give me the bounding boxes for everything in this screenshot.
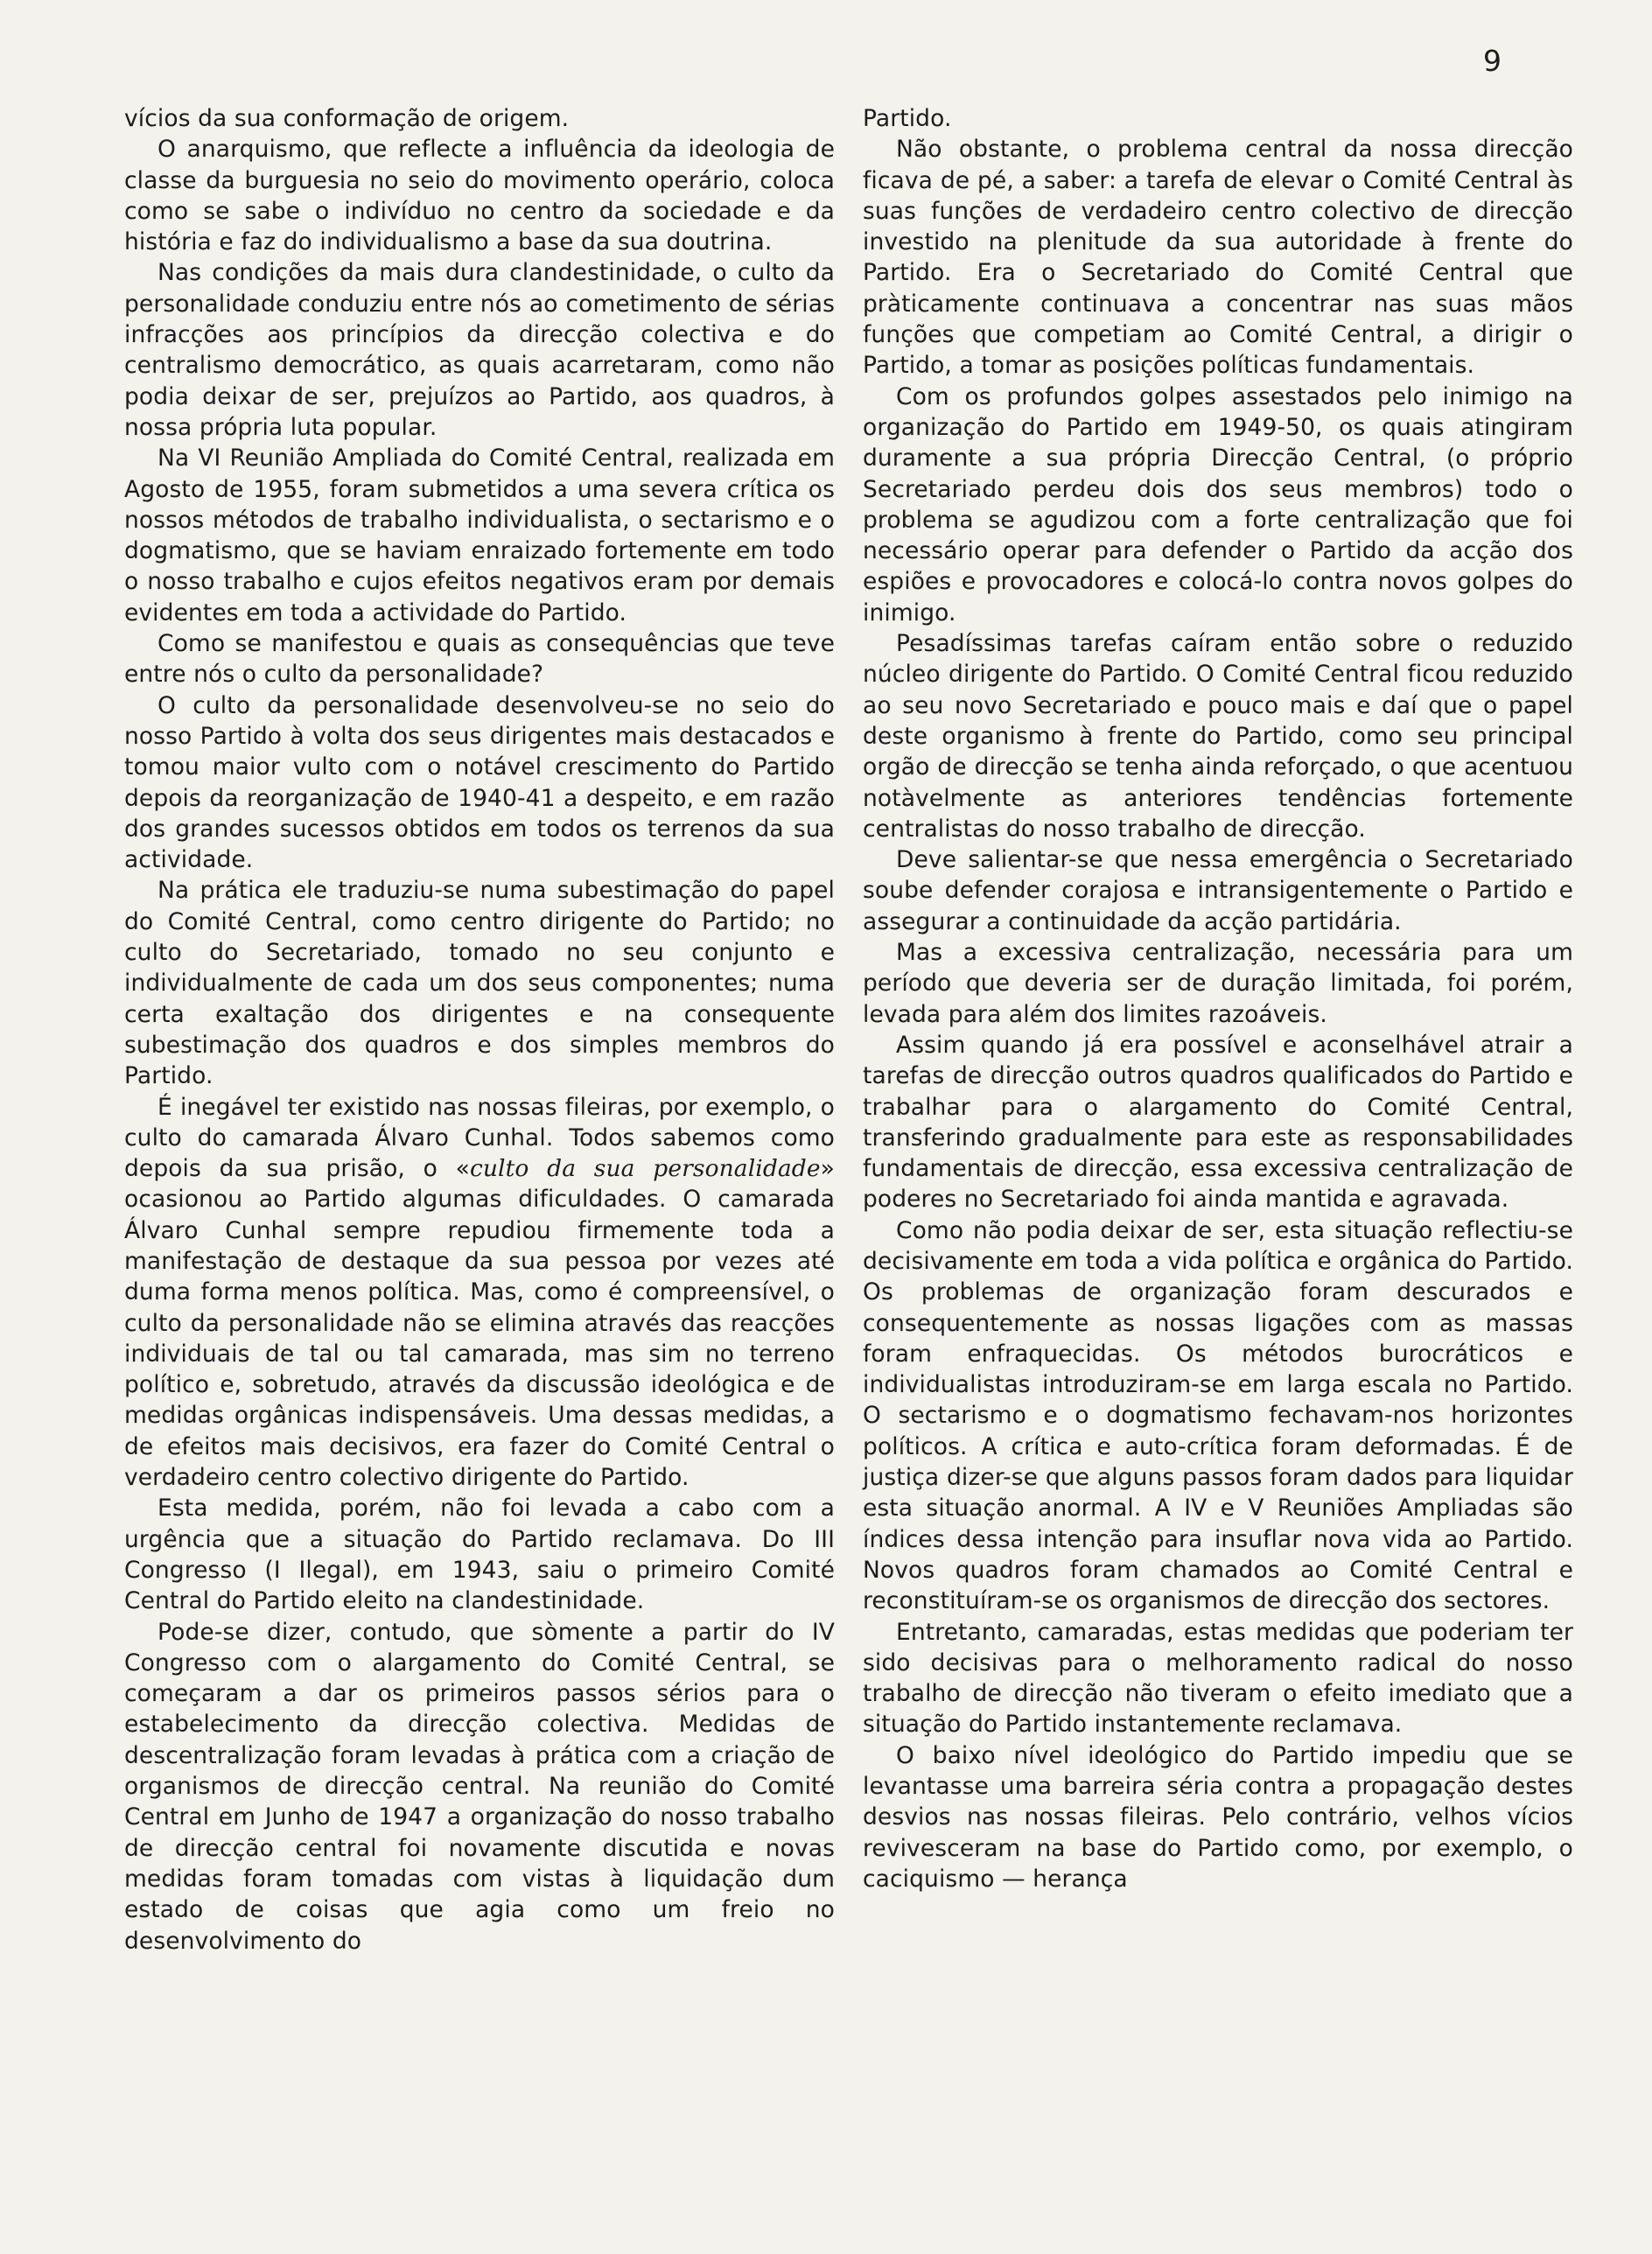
paragraph: Partido. <box>863 105 952 132</box>
paragraph: Nas condições da mais dura clandestinidade, o culto da personalidade conduziu entre nós ao cometimento de sérias infracções aos princípios da direcção colectiva e do centralismo democrático, as quais acarretaram, como não podia deixar de ser, prejuízos ao Partido, aos quadros, à nossa própria luta popular. <box>124 259 835 441</box>
paragraph: Deve salientar-se que nessa emergência o Secretariado soube defender corajosa e intransigentemente o Partido e assegurar a continuidade da acção partidária. <box>863 846 1573 935</box>
paragraph-text: É inegável ter existido nas nossas fileiras, por exemplo, o culto do camarada Álvaro Cunhal. Todos sabemos como depois da sua prisão, o « <box>124 1093 835 1183</box>
paragraph: Como se manifestou e quais as consequências que teve entre nós o culto da personalidade? <box>124 630 835 689</box>
paragraph: Na prática ele traduziu-se numa subestimação do papel do Comité Central, como centro dirigente do Partido; no culto do Secretariado, tomado no seu conjunto e individualmente de cada um dos seus componentes; numa certa exaltação dos dirigentes e na consequente subestimação dos quadros e dos simples membros do Partido. <box>124 877 835 1090</box>
paragraph: Esta medida, porém, não foi levada a cabo com a urgência que a situação do Partido reclamava. Do III Congresso (I Ilegal), em 1943, saiu o primeiro Comité Central do Partido eleito na clandestinidade. <box>124 1494 835 1615</box>
paragraph: vícios da sua conformação de origem. <box>124 105 570 132</box>
right-column <box>863 103 1573 1894</box>
paragraph: Não obstante, o problema central da nossa direcção ficava de pé, a saber: a tarefa de elevar o Comité Central às suas funções de verdadeiro centro colectivo de direcção investido na plenitude da sua autoridade à frente do Partido. Era o Secretariado do Comité Central que pràticamente continuava a concentrar nas suas mãos funções que competiam ao Comité Central, a dirigir o Partido, a tomar as posições políticas fundamentais. <box>863 136 1573 380</box>
paragraph <box>124 1092 835 1494</box>
paragraph: Mas a excessiva centralização, necessária para um período que deveria ser de duração limitada, foi porém, levada para além dos limites razoáveis. <box>863 939 1573 1028</box>
paragraph: Entretanto, camaradas, estas medidas que poderiam ter sido decisivas para o melhoramento radical do nosso trabalho de direcção não tiveram o efeito imediato que a situação do Partido instantemente reclamava. <box>863 1618 1573 1739</box>
paragraph: Assim quando já era possível e aconselhável atrair a tarefas de direcção outros quadros qualificados do Partido e trabalhar para o alargamento do Comité Central, transferindo gradualmente para este as responsabilidades fundamentais de direcção, essa excessiva centralização de poderes no Secretariado foi ainda mantida e agravada. <box>863 1031 1573 1214</box>
page-number: 9 <box>1483 44 1502 78</box>
paragraph: Com os profundos golpes assestados pelo inimigo na organização do Partido em 1949-50, os quais atingiram duramente a sua própria Direcção Central, (o próprio Secretariado perdeu dois dos seus membros) todo o problema se agudizou com a forte centralização que foi necessário operar para defender o Partido da acção dos espiões e provocadores e colocá-lo contra novos golpes do inimigo. <box>863 382 1573 626</box>
paragraph: Pode-se dizer, contudo, que sòmente a partir do IV Congresso com o alargamento do Comité Central, se começaram a dar os primeiros passos sérios para o estabelecimento da direcção colectiva. Medidas de descentralização foram levadas à prática com a criação de organismos de direcção central. Na reunião do Comité Central em Junho de 1947 a organização do nosso trabalho de direcção central foi novamente discutida e novas medidas foram tomadas com vistas à liquidação dum estado de coisas que agia como um freio no desenvolvimento do <box>124 1618 835 1955</box>
left-column <box>124 103 835 1956</box>
paragraph: Como não podia deixar de ser, esta situação reflectiu-se decisivamente em toda a vida política e orgânica do Partido. Os problemas de organização foram descurados e consequentemente as nossas ligações com as massas foram enfraquecidas. Os métodos burocráticos e individualistas introduziram-se em larga escala no Partido. O sectarismo e o dogmatismo fechavam-nos horizontes políticos. A crítica e auto-crítica foram deformadas. É de justiça dizer-se que alguns passos foram dados para liquidar esta situação anormal. A IV e V Reuniões Ampliadas são índices dessa intenção para insuflar nova vida ao Partido. Novos quadros foram chamados ao Comité Central e reconstituíram-se os organismos de direcção dos sectores. <box>863 1216 1573 1615</box>
paragraph: Pesadíssimas tarefas caíram então sobre o reduzido núcleo dirigente do Partido. O Comité Central ficou reduzido ao seu novo Secretariado e pouco mais e daí que o papel deste organismo à frente do Partido, como seu principal orgão de direcção se tenha ainda reforçado, o que acentuou notàvelmente as anteriores tendências fortemente centralistas do nosso trabalho de direcção. <box>863 630 1573 843</box>
italic-phrase: culto da sua personalidade <box>469 1155 821 1183</box>
paragraph: O baixo nível ideológico do Partido impediu que se levantasse uma barreira séria contra a propagação destes desvios nas nossas fileiras. Pelo contrário, velhos vícios revivesceram na base do Partido como, por exemplo, o caciquismo — herança <box>863 1741 1573 1893</box>
paragraph-text: » ocasionou ao Partido algumas dificuldades. O camarada Álvaro Cunhal sempre repudiou firmemente toda a manifestação de destaque da sua pessoa por vezes até duma forma menos política. Mas, como é compreensível, o culto da personalidade não se elimina através das reacções individuais de tal ou tal camarada, mas sim no terreno político e, sobretudo, através da discussão ideológica e de medidas orgânicas indispensáveis. Uma dessas medidas, a de efeitos mais decisivos, era fazer do Comité Central o verdadeiro centro colectivo dirigente do Partido. <box>124 1155 835 1492</box>
paragraph: O anarquismo, que reflecte a influência da ideologia de classe da burguesia no seio do movimento operário, coloca como se sabe o indivíduo no centro da sociedade e da história e faz do individualismo a base da sua doutrina. <box>124 136 835 256</box>
paragraph: O culto da personalidade desenvolveu-se no seio do nosso Partido à volta dos seus dirigentes mais destacados e tomou maior vulto com o notável crescimento do Partido depois da reorganização de 1940-41 a despeito, e em razão dos grandes sucessos obtidos em todos os terrenos da sua actividade. <box>124 691 835 874</box>
paragraph: Na VI Reunião Ampliada do Comité Central, realizada em Agosto de 1955, foram submetidos a uma severa crítica os nossos métodos de trabalho individualista, o sectarismo e o dogmatismo, que se haviam enraizado fortemente em todo o nosso trabalho e cujos efeitos negativos eram por demais evidentes em toda a actividade do Partido. <box>124 444 835 626</box>
